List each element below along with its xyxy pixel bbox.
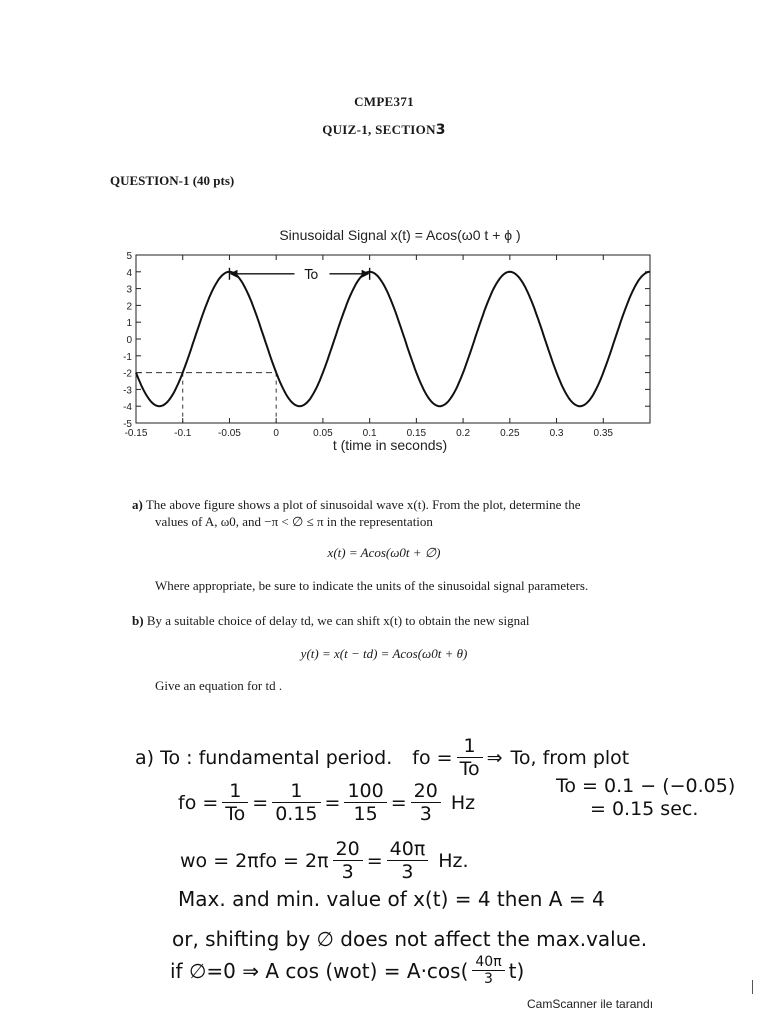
- eq-2: =: [324, 791, 341, 814]
- x-tick-label: 0.15: [406, 428, 427, 439]
- w0-r-den: 3: [401, 861, 414, 883]
- eq-3: =: [390, 791, 407, 814]
- fo-f3: [344, 780, 386, 825]
- fo-f2-den: 0.15: [275, 803, 318, 825]
- fo-f4: [411, 780, 441, 825]
- part-b-text: By a suitable choice of delay td, we can shift x(t) to obtain the new signal: [146, 613, 530, 628]
- edge-mark: [752, 980, 753, 994]
- implies-arrow: ⇒: [486, 746, 503, 769]
- x-tick-label: 0.3: [549, 428, 564, 439]
- y-tick-label: 1: [126, 318, 132, 330]
- x-tick-label: -0.15: [124, 428, 148, 439]
- eq-4: =: [366, 849, 383, 872]
- plot-frame: [136, 255, 650, 423]
- y-tick-label: 2: [126, 301, 132, 313]
- f0-den: To: [459, 758, 480, 780]
- scanner-footer: CamScanner ile tarandı: [527, 997, 654, 1011]
- part-b-ask: Give an equation for td .: [155, 678, 283, 693]
- y-tick-label: -2: [123, 368, 132, 380]
- fo-f1-den: To: [225, 803, 246, 825]
- part-b: [132, 612, 529, 629]
- x-tick-label: 0.25: [500, 428, 520, 439]
- x-tick-label: 0: [273, 428, 279, 439]
- to-calc: To = 0.1 − (−0.05): [556, 775, 736, 797]
- if-line: [170, 954, 524, 987]
- w0-label: wo = 2πfo = 2π: [180, 849, 329, 872]
- question-title: QUESTION-1 (40 pts): [110, 173, 235, 188]
- y-tick-label: -3: [123, 385, 132, 397]
- y-tick-label: 3: [126, 284, 132, 296]
- y-tick-label: 5: [126, 251, 132, 262]
- part-b-label: b): [132, 613, 144, 628]
- x-tick-label: 0.05: [313, 428, 333, 439]
- fo-line-label: fo =: [178, 791, 219, 814]
- answer-line-1: [135, 735, 629, 780]
- part-a-label: a): [132, 497, 143, 512]
- max-line: Max. and min. value of x(t) = 4 then A = 4: [178, 887, 605, 911]
- part-a-equation: x(t) = Acos(ω0t + ∅): [327, 545, 441, 560]
- fo-f1-num: 1: [222, 780, 248, 803]
- answer-intro: a) To : fundamental period.: [135, 746, 393, 769]
- to-from-plot: To, from plot: [510, 746, 630, 769]
- fo-f3-num: 100: [344, 780, 386, 803]
- fo-f4-den: 3: [419, 803, 432, 825]
- or-line: or, shifting by ∅ does not affect the max.value.: [172, 927, 648, 951]
- fo-f2: [272, 780, 320, 825]
- quiz-prefix: QUIZ-1, SECTION: [322, 122, 436, 137]
- x-tick-label: 0.2: [456, 428, 471, 439]
- course-title: CMPE371: [354, 94, 414, 109]
- part-a: [132, 496, 672, 513]
- if-f-den: 3: [484, 971, 493, 987]
- sinusoid-chart: [100, 222, 670, 462]
- part-a-text-1: The above figure shows a plot of sinusoidal wave x(t). From the plot, determine the: [145, 497, 581, 512]
- w0-r-num: 40π: [387, 838, 429, 861]
- y-tick-label: -4: [123, 402, 132, 414]
- part-a-note: Where appropriate, be sure to indicate the units of the sinusoidal signal parameters.: [155, 578, 589, 593]
- w0-fraction: [333, 838, 363, 883]
- y-tick-label: -1: [123, 351, 132, 363]
- fo-f1: [222, 780, 248, 825]
- x-tick-label: -0.05: [218, 428, 241, 439]
- x-tick-label: 0.35: [593, 428, 614, 439]
- if-fraction: [472, 954, 504, 987]
- w0-f-den: 3: [341, 861, 354, 883]
- quiz-section: 3: [435, 122, 446, 138]
- x-tick-label: 0.1: [362, 428, 377, 439]
- if-line-b: t): [508, 958, 525, 983]
- y-tick-label: -5: [123, 419, 132, 430]
- part-a-text-2: values of A, ω0, and −π < ∅ ≤ π in the representation: [155, 514, 433, 529]
- if-f-num: 40π: [472, 954, 504, 971]
- x-axis-label: t (time in seconds): [332, 437, 448, 453]
- fo-f2-num: 1: [272, 780, 320, 803]
- w0-result: [387, 838, 429, 883]
- chart-title: Sinusoidal Signal x(t) = Acos(ω0 t + ϕ ): [279, 227, 521, 243]
- to-result: = 0.15 sec.: [590, 798, 699, 820]
- x-tick-label: -0.1: [174, 428, 192, 439]
- w0-line: [180, 838, 469, 883]
- f0-calc-line: [178, 780, 475, 825]
- y-tick-label: 4: [126, 267, 132, 279]
- f0-num: 1: [457, 735, 483, 758]
- fo-f3-den: 15: [353, 803, 378, 825]
- if-line-a: if ∅=0 ⇒ A cos (wot) = A·cos(: [170, 958, 469, 983]
- f0-fraction: [457, 735, 483, 780]
- f0-label: fo =: [412, 746, 453, 769]
- y-tick-label: 0: [126, 335, 132, 346]
- w0-f-num: 20: [333, 838, 363, 861]
- fo-f4-num: 20: [411, 780, 441, 803]
- quiz-title: [0, 122, 768, 138]
- w0-unit: Hz.: [438, 849, 469, 872]
- period-label: To: [304, 267, 319, 283]
- hz-unit: Hz: [450, 791, 476, 814]
- eq-1: =: [252, 791, 269, 814]
- signal-curve: [136, 272, 650, 406]
- part-b-equation: y(t) = x(t − td) = Acos(ω0t + θ): [300, 646, 468, 661]
